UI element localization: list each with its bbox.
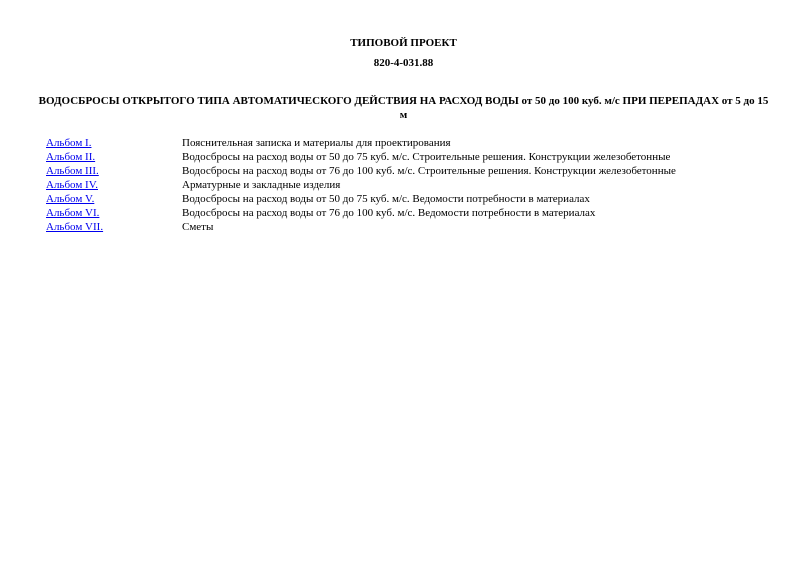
album-description: Водосбросы на расход воды от 50 до 75 куб. м/с. Строительные решения. Конструкции железобетонные [182, 151, 671, 163]
album-row [46, 206, 766, 220]
album-row [46, 178, 766, 192]
album-description: Водосбросы на расход воды от 76 до 100 куб. м/с. Строительные решения. Конструкции железобетонные [182, 165, 676, 177]
album-link-1[interactable]: Альбом I. [46, 137, 92, 149]
album-description: Водосбросы на расход воды от 50 до 75 куб. м/с. Ведомости потребности в материалах [182, 193, 590, 205]
album-link-7[interactable]: Альбом VII. [46, 221, 104, 233]
album-link-6[interactable]: Альбом VI. [46, 207, 100, 219]
album-row [46, 136, 766, 150]
album-description: Сметы [182, 221, 214, 233]
album-row [46, 192, 766, 206]
document-type-heading: ТИПОВОЙ ПРОЕКТ [350, 37, 457, 49]
album-description: Пояснительная записка и материалы для проектирования [182, 137, 451, 149]
album-description: Водосбросы на расход воды от 76 до 100 куб. м/с. Ведомости потребности в материалах [182, 207, 596, 219]
album-link-2[interactable]: Альбом II. [46, 151, 96, 163]
album-row [46, 150, 766, 164]
album-link-4[interactable]: Альбом IV. [46, 179, 98, 191]
album-row [46, 164, 766, 178]
document-title: ВОДОСБРОСЫ ОТКРЫТОГО ТИПА АВТОМАТИЧЕСКОГО ДЕЙСТВИЯ НА РАСХОД ВОДЫ от 50 до 100 куб. м/с ПРИ ПЕРЕПАДАХ от 5 до 15 м [38, 95, 769, 121]
album-list [46, 136, 766, 234]
album-description: Арматурные и закладные изделия [182, 179, 341, 191]
album-row [46, 220, 766, 234]
album-link-5[interactable]: Альбом V. [46, 193, 95, 205]
document-code: 820-4-031.88 [373, 57, 434, 69]
album-link-3[interactable]: Альбом III. [46, 165, 99, 177]
